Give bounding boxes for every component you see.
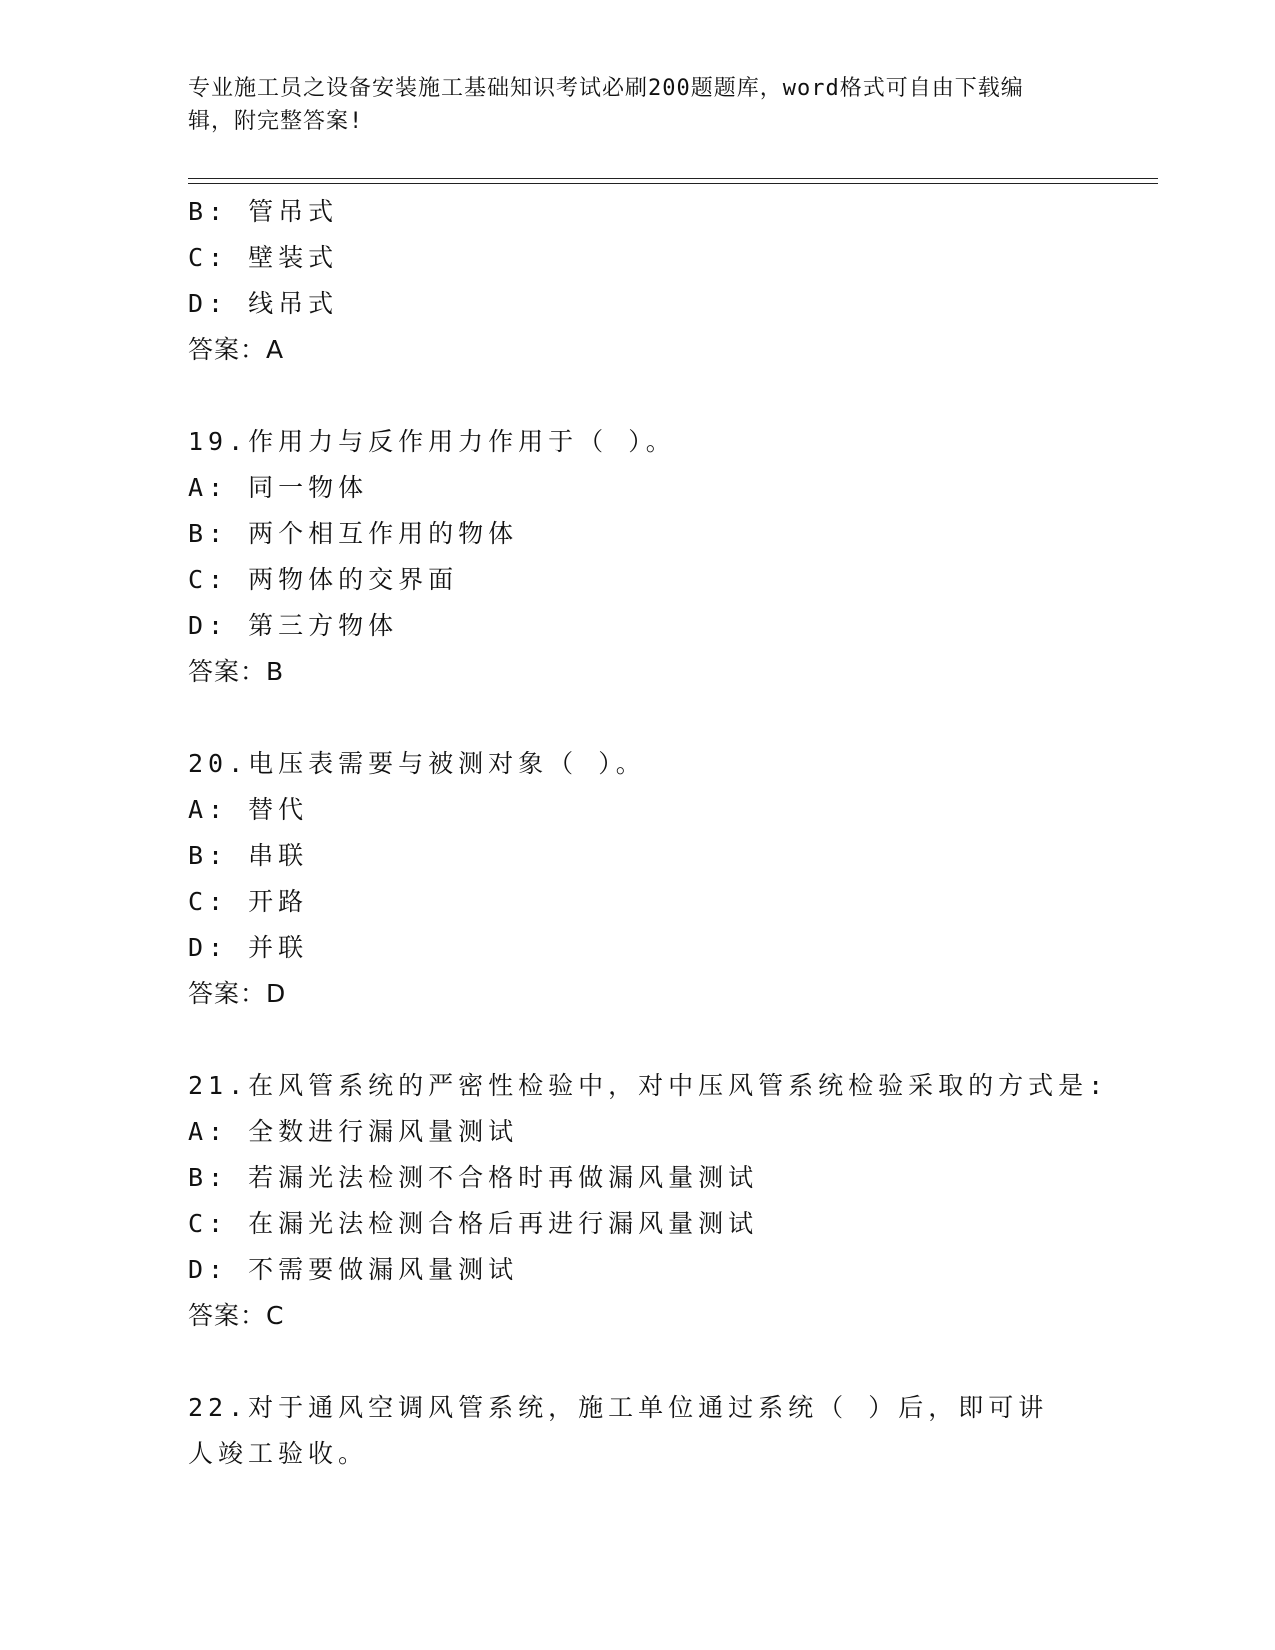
option-c: C: 在漏光法检测合格后再进行漏风量测试 [188, 1209, 759, 1238]
question-text: 21.在风管系统的严密性检验中，对中压风管系统检验采取的方式是: [188, 1071, 1109, 1100]
question-text: 20.电压表需要与被测对象（ ）。 [188, 749, 646, 778]
question-20 [188, 741, 1088, 1017]
option-d: D: 第三方物体 [188, 611, 399, 640]
option-b: B: 串联 [188, 841, 309, 870]
option-a: A: 替代 [188, 795, 309, 824]
header-divider-bottom [188, 183, 1158, 184]
answer-line: 答案：D [188, 979, 287, 1008]
answer-line: 答案：B [188, 657, 285, 686]
option-b: B: 管吊式 [188, 197, 339, 226]
option-a: A: 同一物体 [188, 473, 369, 502]
document-header: 专业施工员之设备安装施工基础知识考试必刷200题题库，word格式可自由下载编辑，附完整答案! [188, 76, 1024, 134]
option-d: D: 并联 [188, 933, 309, 962]
question-text: 19.作用力与反作用力作用于（ ）。 [188, 427, 676, 456]
answer-line: 答案：C [188, 1301, 285, 1330]
question-list [188, 189, 1109, 1477]
option-b: B: 若漏光法检测不合格时再做漏风量测试 [188, 1163, 759, 1192]
header-divider-top [188, 178, 1158, 179]
option-a: A: 全数进行漏风量测试 [188, 1117, 519, 1146]
option-c: C: 两物体的交界面 [188, 565, 459, 594]
question-text: 22.对于通风空调风管系统，施工单位通过系统（ ）后，即可讲人竣工验收。 [188, 1393, 1049, 1468]
option-c: C: 开路 [188, 887, 309, 916]
question-19 [188, 419, 1088, 695]
option-d: D: 线吊式 [188, 289, 339, 318]
option-b: B: 两个相互作用的物体 [188, 519, 519, 548]
option-d: D: 不需要做漏风量测试 [188, 1255, 519, 1284]
question-21 [188, 1063, 1109, 1339]
question-18 [188, 189, 1088, 373]
option-c: C: 壁装式 [188, 243, 339, 272]
question-22 [188, 1385, 1088, 1477]
answer-line: 答案：A [188, 335, 285, 364]
